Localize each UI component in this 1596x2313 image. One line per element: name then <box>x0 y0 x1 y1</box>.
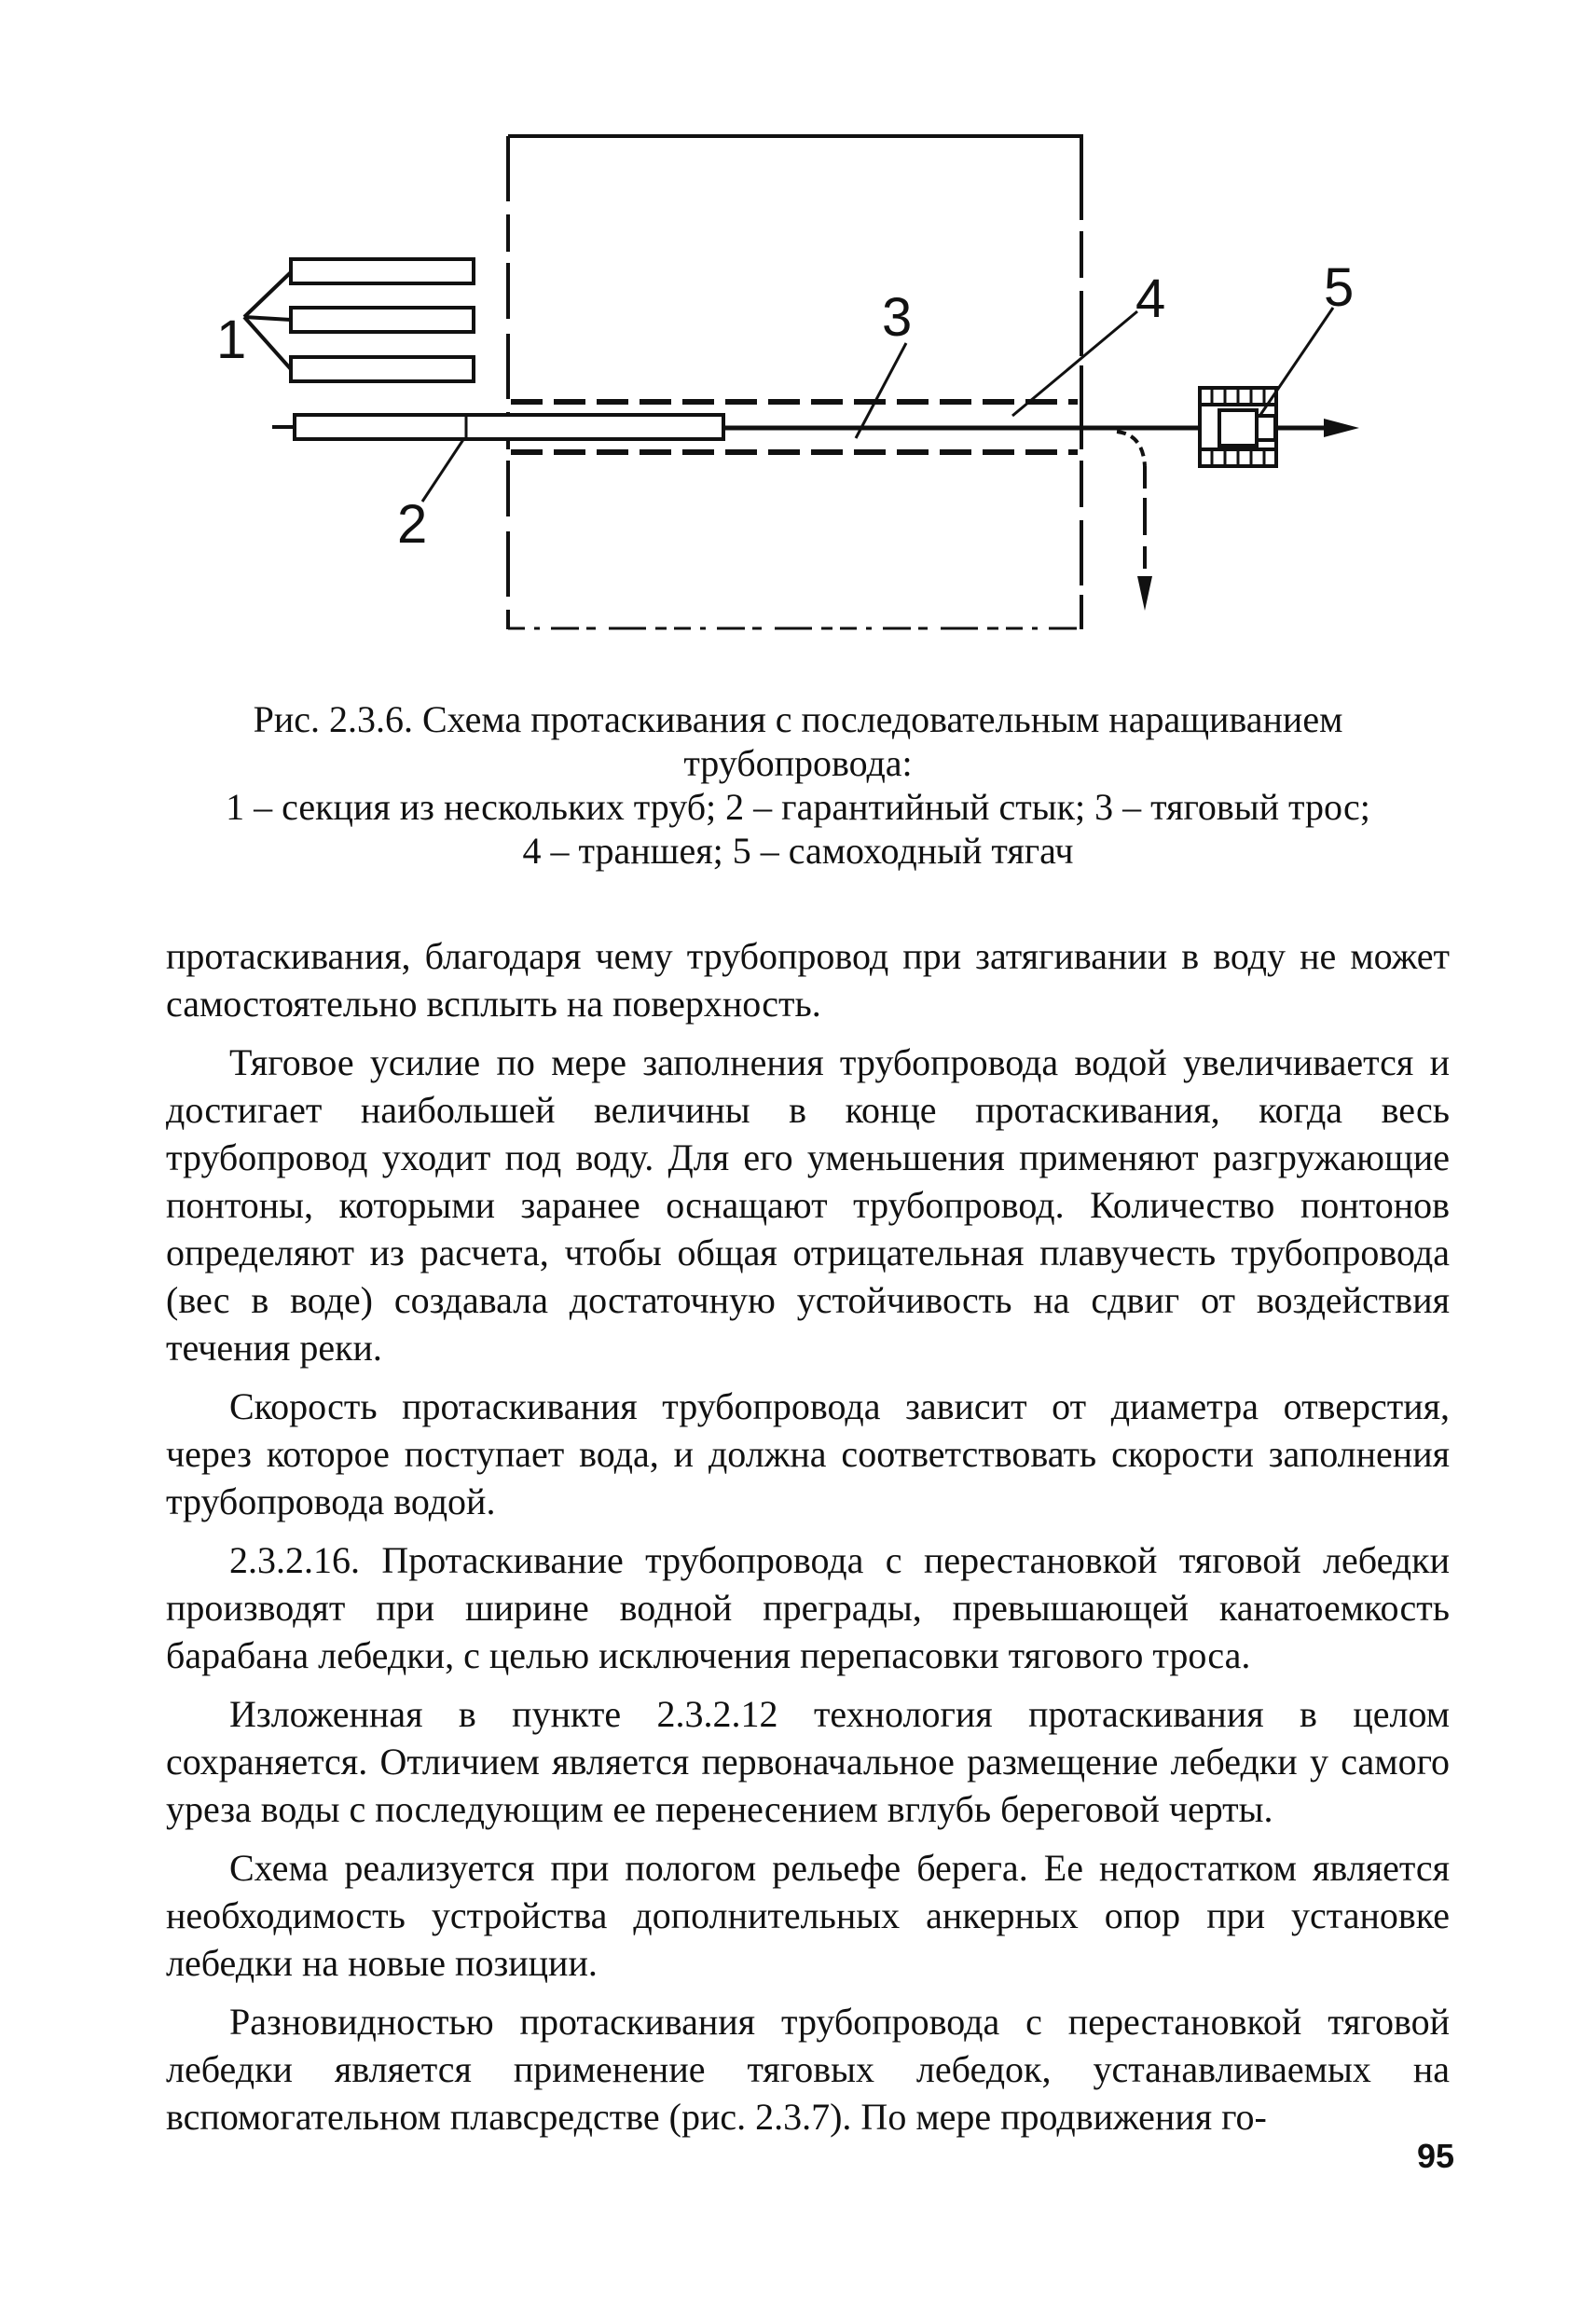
page-number: 95 <box>1416 2137 1454 2175</box>
paragraph: Изложенная в пункте 2.3.2.12 технология протаскивания в целом сохраняется. Отличием является первоначальное размещение лебедки у самого уреза воды с последующим ее перенесением вглубь береговой черты. <box>166 1693 1450 1830</box>
figure-caption <box>140 697 1456 873</box>
label-4: 4 <box>1135 268 1166 329</box>
paragraph: Схема реализуется при пологом рельефе берега. Ее недостатком является необходимость устройства дополнительных анкерных опор при установке лебедки на новые позиции. <box>166 1847 1450 1984</box>
cable-direction-arrow <box>1324 419 1359 437</box>
label-3: 3 <box>882 287 913 348</box>
caption-legend-2: 4 – траншея; 5 – самоходный тягач <box>522 830 1074 872</box>
figure-2-3-6 <box>0 0 1596 671</box>
paragraph: Тяговое усилие по мере заполнения трубопровода водой увеличивается и достигает наибольшей величины в конце протаскивания, когда весь трубопровод уходит под воду. Для его уменьшения применяют разгружающие понтоны, которыми заранее оснащают трубопровод. Количество понтонов определяют из расчета, чтобы общая отрицательная плавучесть трубопровода (вес в воде) создавала достаточную устойчивость на сдвиг от воздействия течения реки. <box>166 1041 1450 1369</box>
caption-title-cont: трубопровода: <box>683 742 913 784</box>
river-frame <box>508 136 1083 629</box>
label-5: 5 <box>1324 257 1355 318</box>
label-2: 2 <box>397 494 428 555</box>
pipe-sections <box>291 259 474 381</box>
caption-title: Рис. 2.3.6. Схема протаскивания с последовательным наращиванием <box>253 698 1343 740</box>
caption-legend-1: 1 – секция из нескольких труб; 2 – гарантийный стык; 3 – тяговый трос; <box>226 786 1370 828</box>
paragraph: Скорость протаскивания трубопровода зависит от диаметра отверстия, через которое поступает вода, и должна соответствовать скорости заполнения трубопровода водой. <box>166 1385 1450 1522</box>
paragraph: протаскивания, благодаря чему трубопровод при затягивании в воду не может самостоятельно всплыть на поверхность. <box>166 935 1450 1025</box>
side-exit-arrow <box>1137 576 1152 611</box>
side-exit-path <box>1117 432 1145 576</box>
paragraph: Разновидностью протаскивания трубопровода с перестановкой тяговой лебедки является применение тяговых лебедок, устанавливаемых на вспомогательном плавсредстве (рис. 2.3.7). По мере продвижения го- <box>166 2001 1450 2138</box>
label-1: 1 <box>216 310 247 370</box>
tractor <box>1200 388 1276 466</box>
paragraph: 2.3.2.16. Протаскивание трубопровода с перестановкой тяговой лебедки производят при ширине водной преграды, превышающей канатоемкость барабана лебедки, с целью исключения перепасовки тягового троса. <box>166 1539 1450 1676</box>
body-text <box>166 932 1450 2152</box>
label-1-leaders <box>244 272 291 369</box>
pipeline-pulling-diagram <box>0 0 1596 671</box>
pipeline <box>295 415 723 439</box>
